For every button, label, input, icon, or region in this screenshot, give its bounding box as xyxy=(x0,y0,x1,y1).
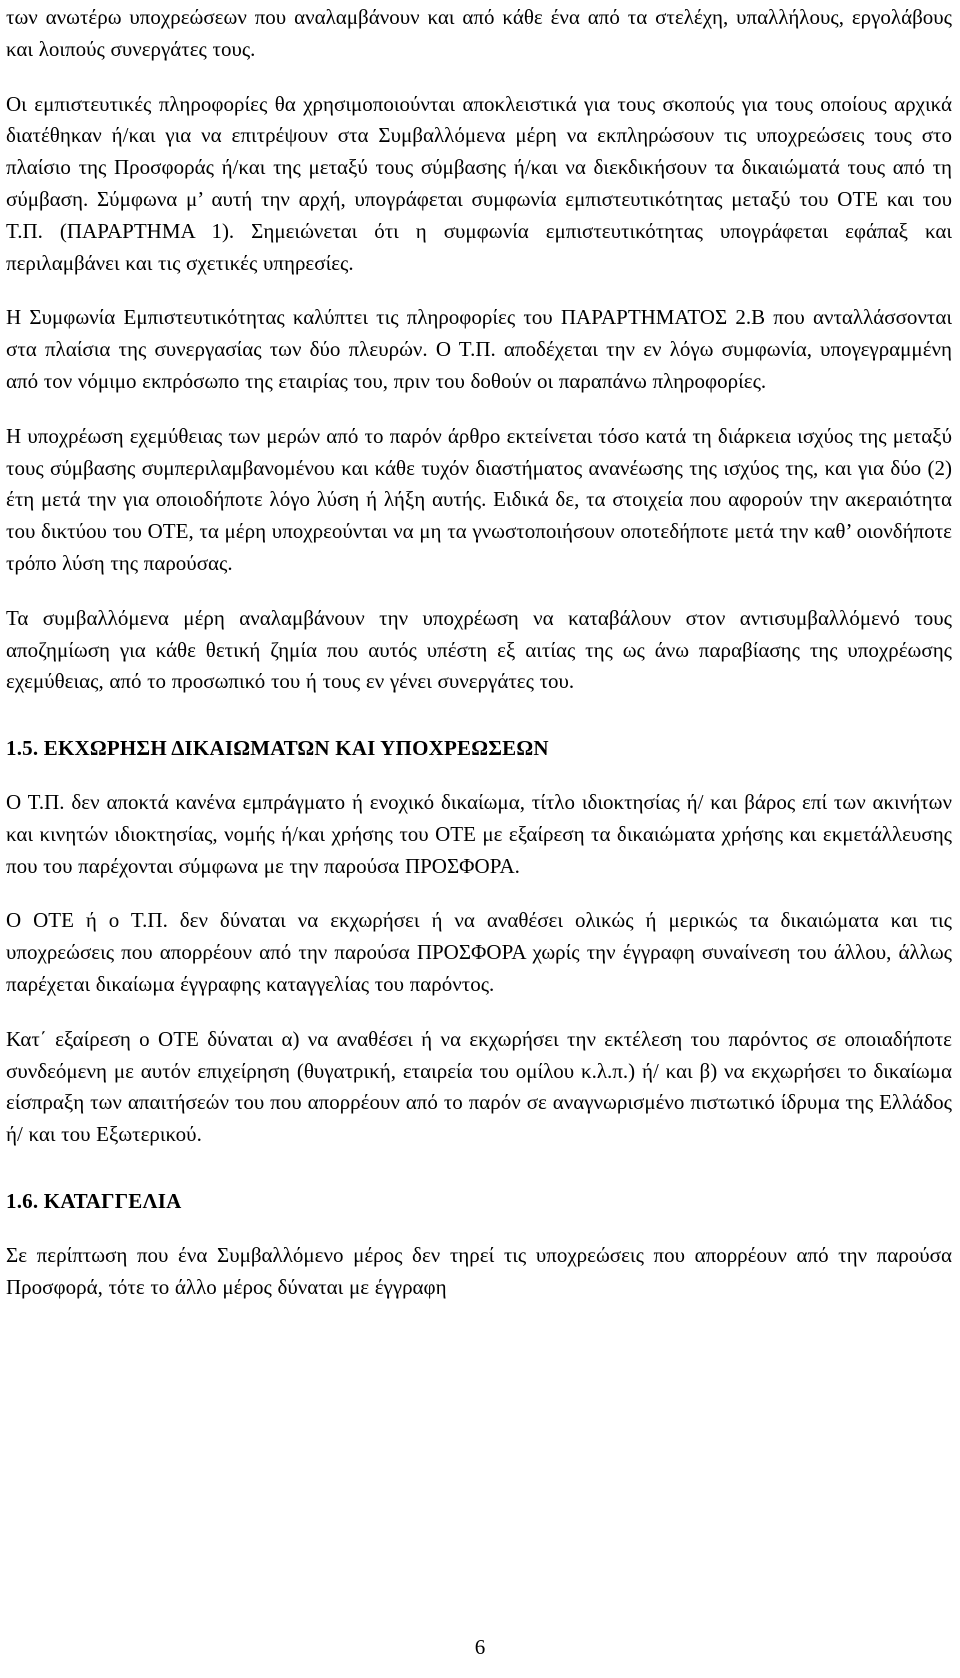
paragraph-no-assignment-without-consent: Ο ΟΤΕ ή ο Τ.Π. δεν δύναται να εκχωρήσει ή να αναθέσει ολικώς ή μερικώς τα δικαιώματα και τις υποχρεώσεις που απορρέουν από την παρούσα ΠΡΟΣΦΟΡΑ χωρίς την έγγραφη συναίνεση του άλλου, άλλως παρέχεται δικαίωμα έγγραφης καταγγελίας του παρόντος. xyxy=(6,908,952,996)
paragraph-compensation-obligation: Τα συμβαλλόμενα μέρη αναλαμβάνουν την υποχρέωση να καταβάλουν στον αντισυμβαλλόμενό τους αποζημίωση για κάθε θετική ζημία που αυτός υπέστη εξ αιτίας της ως άνω παραβίασης της υποχρέωσης εχεμύθειας, από το προσωπικό του ή τους εν γένει συνεργάτες του. xyxy=(6,605,952,694)
document-body xyxy=(6,2,952,1303)
section-heading-termination: 1.6. ΚΑΤΑΓΓΕΛΙΑ xyxy=(6,1188,182,1213)
paragraph-confidentiality-duration: Η υποχρέωση εχεμύθειας των μερών από το παρόν άρθρο εκτείνεται τόσο κατά τη διάρκεια ισχύος της μεταξύ τους σύμβασης συμπεριλαμβανομένου και κάθε τυχόν διαστήματος ανανέωσης της ισχύος της, και για δύο (2) έτη μετά την για οποιοδήποτε λόγο λύση ή λήξη αυτής. Ειδικά δε, τα στοιχεία που αφορούν την ακεραιότητα του δικτύου του ΟΤΕ, τα μέρη υποχρεούνται να μη τα γνωστοποιήσουν οποτεδήποτε μετά την καθ’ οιονδήποτε τρόπο λύση της παρούσας. xyxy=(6,423,952,575)
paragraph-termination-breach: Σε περίπτωση που ένα Συμβαλλόμενο μέρος δεν τηρεί τις υποχρεώσεις που απορρέουν από την παρούσα Προσφορά, τότε το άλλο μέρος δύναται με έγγραφη xyxy=(6,1242,952,1299)
section-1-5 xyxy=(6,733,952,1151)
page-number: 6 xyxy=(474,1635,486,1659)
section-1-6 xyxy=(6,1186,952,1303)
paragraph-ote-assignment-exception: Κατ΄ εξαίρεση ο ΟΤΕ δύναται α) να αναθέσει ή να εκχωρήσει την εκτέλεση του παρόντος σε οποιαδήποτε συνδεόμενη με αυτόν επιχείρηση (θυγατρική, εταιρεία του ομίλου κ.λ.π.) ή/ και β) να εκχωρήσει το δικαίωμα είσπραξη των απαιτήσεών του που απορρέουν από το παρόν σε αναγνωρισμένο πιστωτικό ίδρυμα της Ελλάδος ή/ και του Εξωτερικού. xyxy=(6,1026,952,1147)
paragraph-continued-obligations: των ανωτέρω υποχρεώσεων που αναλαμβάνουν και από κάθε ένα από τα στελέχη, υπαλλήλους, εργολάβους και λοιπούς συνεργάτες τους. xyxy=(6,5,952,61)
paragraph-no-property-rights: Ο Τ.Π. δεν αποκτά κανένα εμπράγματο ή ενοχικό δικαίωμα, τίτλο ιδιοκτησίας ή/ και βάρος επί των ακινήτων και κινητών ιδιοκτησίας, νομής ή/και χρήσης του ΟΤΕ με εξαίρεση τα δικαιώματα χρήσης και εκμετάλλευσης που του παρέχονται σύμφωνα με την παρούσα ΠΡΟΣΦΟΡΑ. xyxy=(6,789,952,878)
paragraph-confidential-information-use: Οι εμπιστευτικές πληροφορίες θα χρησιμοποιούνται αποκλειστικά για τους σκοπούς για τους οποίους αρχικά διατέθηκαν ή/και για να επιτρέψουν στα Συμβαλλόμενα μέρη να εκπληρώσουν τις υποχρεώσεις τους στο πλαίσιο της Προσφοράς ή/και της μεταξύ τους σύμβασης ή/και να διεκδικήσουν τα δικαιώματά τους από τη σύμβαση. Σύμφωνα μ’ αυτή την αρχή, υπογράφεται συμφωνία εμπιστευτικότητας μεταξύ του ΟΤΕ και του Τ.Π. (ΠΑΡΑΡΤΗΜΑ 1). Σημειώνεται ότι η συμφωνία εμπιστευτικότητας υπογράφεται εφάπαξ και περιλαμβάνει και τις σχετικές υπηρεσίες. xyxy=(6,91,952,275)
paragraph-confidentiality-agreement-coverage: Η Συμφωνία Εμπιστευτικότητας καλύπτει τις πληροφορίες του ΠΑΡΑΡΤΗΜΑΤΟΣ 2.Β που ανταλλάσσονται στα πλαίσια της συνεργασίας των δύο πλευρών. Ο Τ.Π. αποδέχεται την εν λόγω συμφωνία, υπογεγραμμένη από τον νόμιμο εκπρόσωπο της εταιρίας του, πριν του δοθούν οι παραπάνω πληροφορίες. xyxy=(6,305,952,393)
section-heading-assignment-of-rights: 1.5. ΕΚΧΩΡΗΣΗ ΔΙΚΑΙΩΜΑΤΩΝ ΚΑΙ ΥΠΟΧΡΕΩΣΕΩΝ xyxy=(6,736,549,761)
